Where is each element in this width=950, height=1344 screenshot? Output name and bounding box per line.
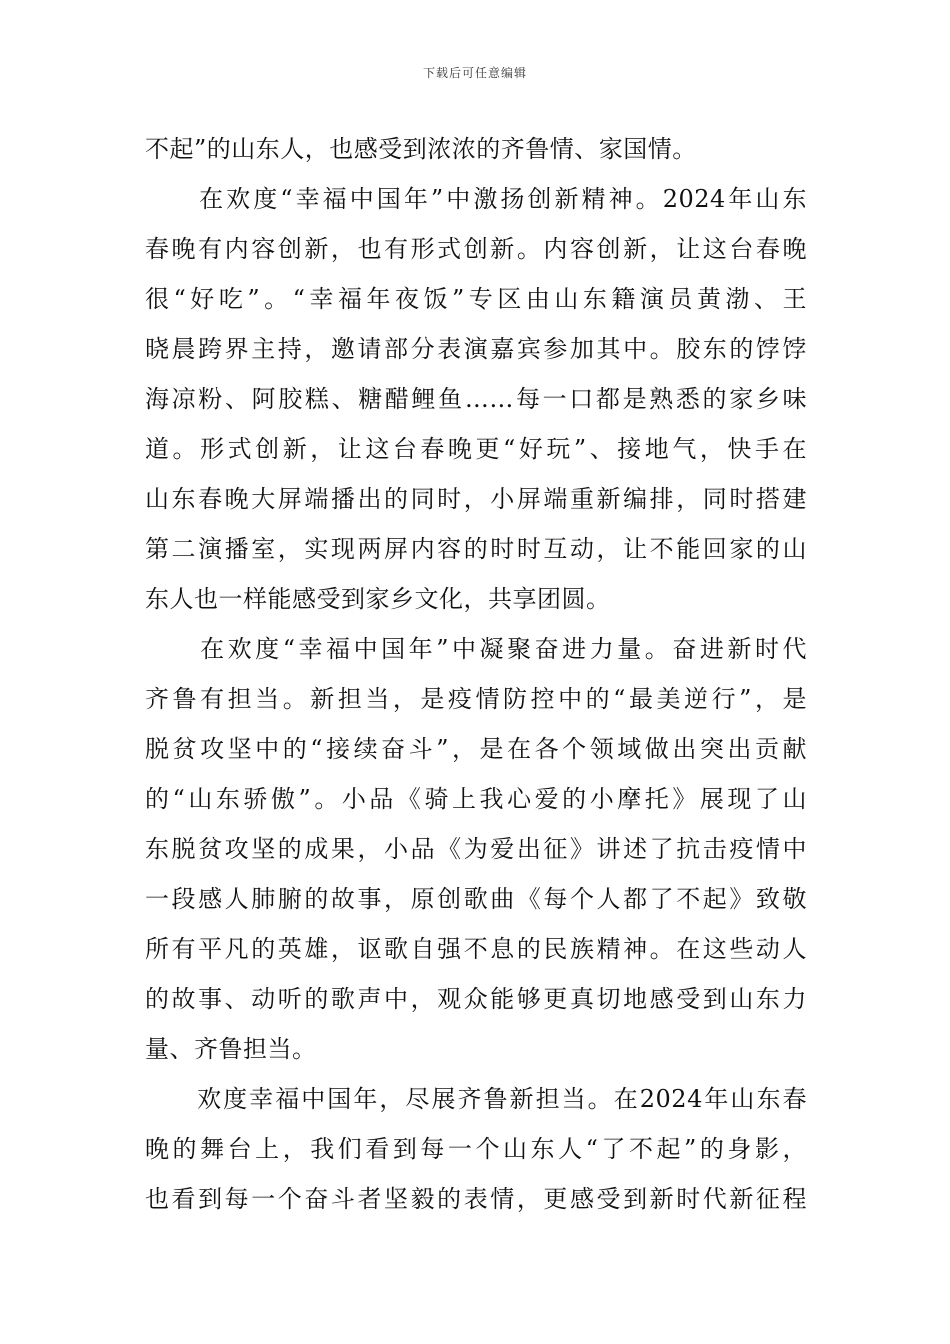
text-line: 在欢度“幸福中国年”中凝聚奋进力量。奋进新时代 — [145, 635, 807, 663]
text-line: 第二演播室，实现两屏内容的时时互动，让不能回家的山 — [145, 535, 807, 563]
text-line: 脱贫攻坚中的“接续奋斗”，是在各个领域做出突出贡献 — [145, 735, 807, 763]
text-line: 春晚有内容创新，也有形式创新。内容创新，让这台春晚 — [145, 235, 807, 263]
text-line: 很“好吃”。“幸福年夜饭”专区由山东籍演员黄渤、王 — [145, 285, 807, 313]
text-line: 东人也一样能感受到家乡文化，共享团圆。 — [145, 585, 611, 613]
text-line: 道。形式创新，让这台春晚更“好玩”、接地气，快手在 — [145, 435, 807, 463]
text-line: 晓晨跨界主持，邀请部分表演嘉宾参加其中。胶东的饽饽 — [145, 335, 807, 363]
text-line: 齐鲁有担当。新担当，是疫情防控中的“最美逆行”，是 — [145, 685, 807, 713]
document-body — [145, 124, 807, 1224]
text-line: 量、齐鲁担当。 — [145, 1035, 317, 1063]
text-line: 晚的舞台上，我们看到每一个山东人“了不起”的身影， — [145, 1135, 807, 1163]
text-line: 一段感人肺腑的故事，原创歌曲《每个人都了不起》致敬 — [145, 885, 807, 913]
text-line: 海凉粉、阿胶糕、糖醋鲤鱼……每一口都是熟悉的家乡味 — [145, 385, 807, 413]
text-line: 不起”的山东人，也感受到浓浓的齐鲁情、家国情。 — [145, 135, 697, 163]
text-line: 也看到每一个奋斗者坚毅的表情，更感受到新时代新征程 — [145, 1185, 807, 1213]
text-line: 所有平凡的英雄，讴歌自强不息的民族精神。在这些动人 — [145, 935, 807, 963]
text-line: 山东春晚大屏端播出的同时，小屏端重新编排，同时搭建 — [145, 485, 807, 513]
text-line: 东脱贫攻坚的成果，小品《为爱出征》讲述了抗击疫情中 — [145, 835, 807, 863]
text-line: 在欢度“幸福中国年”中激扬创新精神。2024年山东 — [145, 185, 807, 213]
text-line: 的故事、动听的歌声中，观众能够更真切地感受到山东力 — [145, 985, 807, 1013]
text-line: 欢度幸福中国年，尽展齐鲁新担当。在2024年山东春 — [145, 1085, 807, 1113]
header-note: 下载后可任意编辑 — [422, 66, 527, 80]
text-line: 的“山东骄傲”。小品《骑上我心爱的小摩托》展现了山 — [145, 785, 807, 813]
